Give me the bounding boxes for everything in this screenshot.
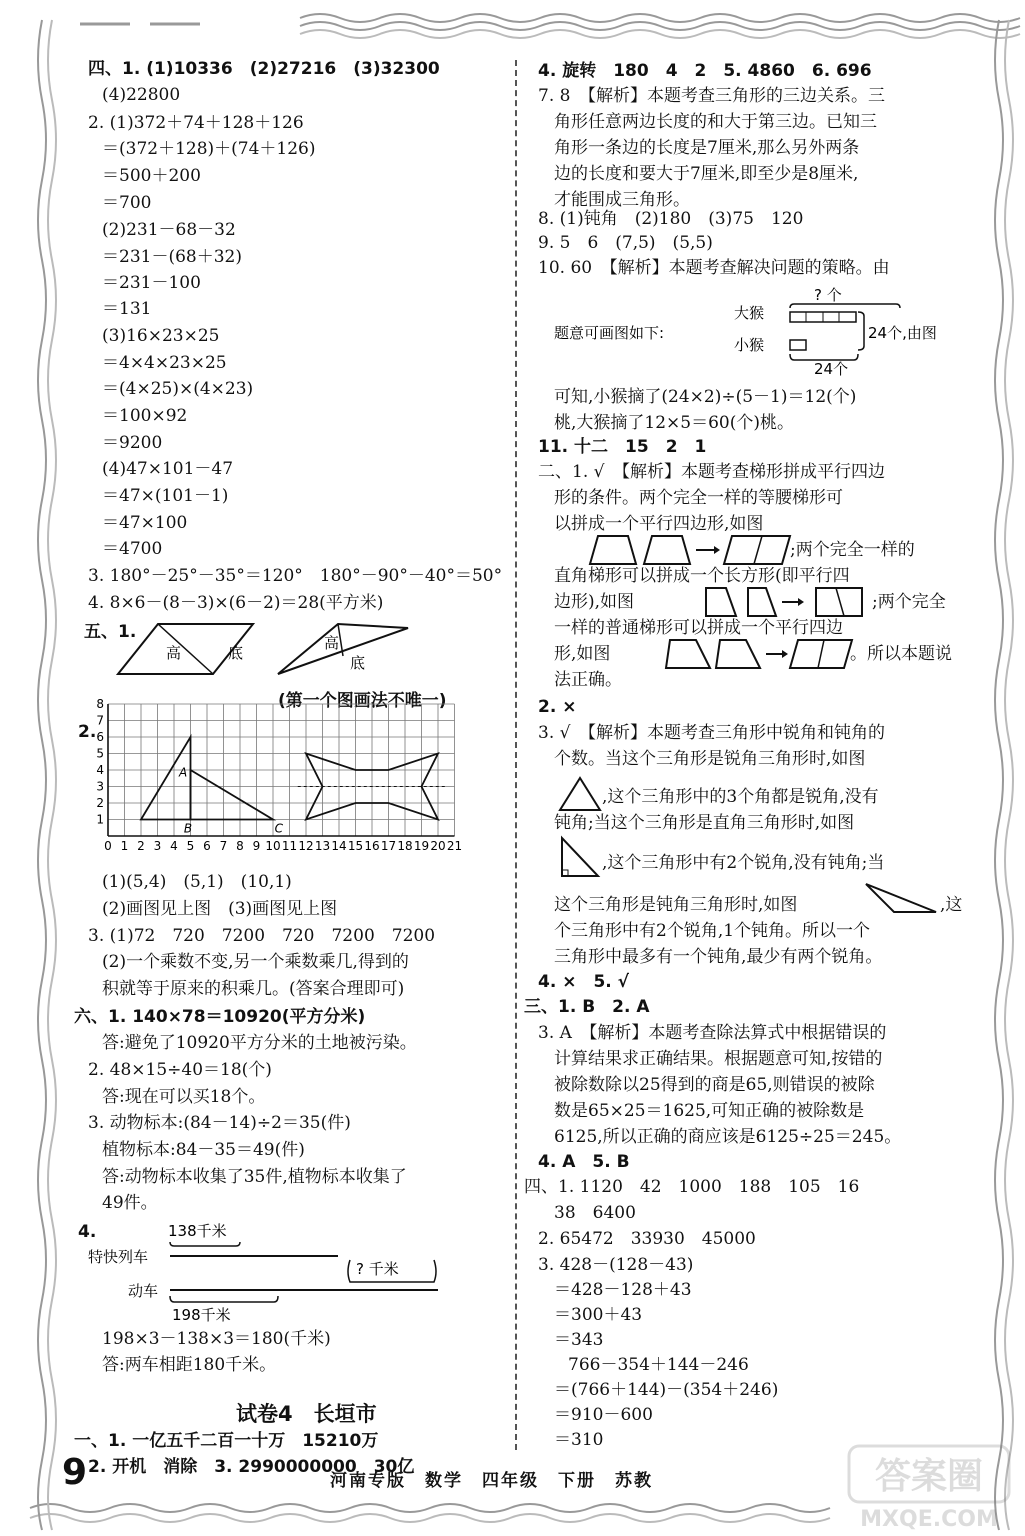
sum-24-label: 24个 <box>814 360 849 378</box>
answer-line: 答:现在可以买18个。 <box>102 1087 266 1107</box>
diff-24-label: 24个,由图 <box>868 324 937 342</box>
answer-line: 2. 开机 消除 3. 2990000000 30亿 <box>88 1457 415 1477</box>
answer-line: 桃,大猴摘了12×5＝60(个)桃。 <box>554 413 794 433</box>
x-tick-label: 17 <box>380 839 397 853</box>
triangle-figure <box>278 624 408 674</box>
answer-line: 2. × <box>538 697 577 717</box>
answer-line: 答:动物标本收集了35件,植物标本收集了 <box>102 1167 407 1187</box>
acute-triangle-figure <box>558 776 602 814</box>
figure-note: (第一个图画法不唯一) <box>278 691 447 711</box>
answer-line: 直角梯形可以拼成一个长方形(即平行四 <box>554 566 850 586</box>
trapezoid-shape <box>644 536 690 564</box>
x-tick-label: 16 <box>364 839 380 853</box>
y-tick-label: 4 <box>96 763 104 777</box>
answer-line: ＝9200 <box>102 433 163 453</box>
point-b-label: B <box>183 821 193 836</box>
x-tick-label: 7 <box>219 839 228 853</box>
point-a-label: A <box>178 765 188 780</box>
answer-line: 一样的普通梯形可以拼成一个平行四边 <box>554 618 843 638</box>
svg-text:答案圈: 答案圈 <box>874 1456 984 1497</box>
answer-line: 10. 60 【解析】本题考查解决问题的策略。由 <box>538 258 890 278</box>
triangle-abc <box>191 770 274 820</box>
answer-line: 形,如图 <box>554 644 611 664</box>
answer-line: 这个三角形是钝角三角形时,如图 <box>554 895 798 915</box>
arrow-head <box>714 546 720 554</box>
y-tick-label: 5 <box>96 746 104 761</box>
small-monkey-bar <box>790 340 806 350</box>
answer-line: 4. 8×6－(8－3)×(6－2)＝28(平方米) <box>88 593 384 613</box>
diagram-intro: 题意可画图如下: <box>554 324 665 342</box>
isosceles-trapezoid-figure <box>590 532 800 568</box>
answer-line: 四、1. 1120 42 1000 188 105 16 <box>524 1177 860 1197</box>
brace <box>170 1242 240 1246</box>
answer-line: ＝343 <box>554 1330 604 1350</box>
split-line <box>836 588 844 616</box>
answer-line: 3. 动物标本:(84－14)÷2＝35(件) <box>88 1113 351 1133</box>
x-tick-label: 10 <box>265 839 281 853</box>
answer-line: 9. 5 6 (7,5) (5,5) <box>538 233 713 253</box>
x-tick-label: 18 <box>397 839 413 853</box>
y-tick-label: 7 <box>96 713 104 728</box>
x-tick-label: 21 <box>446 839 463 853</box>
answer-line: 三角形中最多有一个钝角,最少有两个锐角。 <box>554 947 883 967</box>
answer-line: ＝(372＋128)＋(74＋126) <box>102 139 316 159</box>
answer-line: 钝角;当这个三角形是直角三角形时,如图 <box>554 813 855 833</box>
answer-line: 4. 旋转 180 4 2 5. 4860 6. 696 <box>538 61 872 81</box>
answer-line: 以拼成一个平行四边形,如图 <box>554 514 764 534</box>
y-tick-label: 6 <box>96 730 104 744</box>
answer-line: 四、1. (1)10336 (2)27216 (3)32300 <box>88 59 440 79</box>
x-tick-label: 12 <box>298 839 314 853</box>
height-label: 高 <box>324 634 340 652</box>
answer-line: ＝100×92 <box>102 406 188 426</box>
answer-line: (2)231－68－32 <box>102 220 236 240</box>
column-divider <box>515 60 517 1450</box>
height-label: 高 <box>166 644 182 662</box>
answer-line: (3)16×23×25 <box>102 326 220 346</box>
right-border <box>985 0 1025 1536</box>
question-label: 4. <box>78 1222 97 1242</box>
answer-line: 个数。当这个三角形是锐角三角形时,如图 <box>554 749 866 769</box>
answer-line: 3. √ 【解析】本题考查三角形中锐角和钝角的 <box>538 723 885 743</box>
trapezoid-shape <box>716 640 760 668</box>
answer-line: 答:两车相距180千米。 <box>102 1355 277 1375</box>
parallelogram-shape <box>724 536 790 564</box>
answer-line: 数是65×25＝1625,可知正确的被除数是 <box>554 1101 865 1121</box>
answer-line: ＝(766＋144)－(354＋246) <box>554 1380 779 1400</box>
answer-line: 形的条件。两个完全一样的等腰梯形可 <box>554 488 843 508</box>
answer-line: (2)画图见上图 (3)画图见上图 <box>102 899 338 919</box>
distance-138: 138千米 <box>168 1222 227 1240</box>
answer-line: 49件。 <box>102 1193 158 1213</box>
answer-line: (1)(5,4) (5,1) (10,1) <box>102 872 292 892</box>
trapezoid-shape <box>748 588 776 616</box>
train-emu-label: 动车 <box>128 1282 159 1300</box>
train-diagram <box>88 1216 508 1326</box>
exam-title: 试卷4 长垣市 <box>236 1402 377 1426</box>
answer-line: ＝910－600 <box>554 1405 653 1425</box>
answer-line: 植物标本:84－35＝49(件) <box>102 1140 305 1160</box>
answer-line: 6125,所以正确的商应该是6125÷25＝245。 <box>554 1127 902 1147</box>
x-tick-label: 8 <box>236 839 244 853</box>
x-tick-label: 5 <box>186 839 195 853</box>
brace <box>170 1296 278 1302</box>
answer-line: 2. 48×15÷40＝18(个) <box>88 1060 272 1080</box>
answer-line: 7. 8 【解析】本题考查三角形的三边关系。三 <box>538 86 885 106</box>
answer-line: ,这个三角形中有2个锐角,没有钝角;当 <box>602 853 885 873</box>
footer-info: 河南专版 数学 四年级 下册 苏教 <box>330 1471 653 1491</box>
trapezoid-shape <box>666 640 710 668</box>
train-express-label: 特快列车 <box>88 1248 149 1266</box>
answer-line: ＝4×4×23×25 <box>102 353 227 373</box>
answer-line: ＝428－128＋43 <box>554 1280 692 1300</box>
x-tick-label: 13 <box>314 839 331 853</box>
answer-line: (4)47×101－47 <box>102 459 234 479</box>
answer-line: ＝300＋43 <box>554 1305 643 1325</box>
answer-line: 8. (1)钝角 (2)180 (3)75 120 <box>538 209 804 229</box>
answer-line: 边的长度和要大于7厘米,即至少是8厘米, <box>554 164 859 184</box>
answer-line: 才能围成三角形。 <box>554 190 690 210</box>
arrow-head <box>798 598 804 606</box>
answer-line: 2. 65472 33930 45000 <box>538 1229 756 1249</box>
question-label: 2. <box>78 722 97 742</box>
distance-198: 198千米 <box>172 1306 231 1324</box>
trapezoid-shape <box>706 588 736 616</box>
answer-line: ,这个三角形中的3个角都是锐角,没有 <box>602 787 879 807</box>
general-trapezoid-figure <box>666 636 856 672</box>
answer-line: 198×3－138×3＝180(千米) <box>102 1329 331 1349</box>
distance-unknown: ? 千米 <box>356 1260 399 1278</box>
y-tick-label: 2 <box>96 796 104 810</box>
x-tick-label: 6 <box>203 839 211 853</box>
answer-line: 计算结果求正确结果。根据题意可知,按错的 <box>554 1049 883 1069</box>
x-tick-label: 9 <box>252 839 261 853</box>
right-triangle-figure <box>558 836 602 880</box>
brace <box>858 312 864 350</box>
answer-line: 一、1. 一亿五千二百一十万 15210万 <box>74 1431 379 1451</box>
small-monkey-label: 小猴 <box>734 336 765 354</box>
split-line <box>754 536 762 564</box>
answer-line: 二、1. √ 【解析】本题考查梯形拼成平行四边 <box>538 462 885 482</box>
x-tick-label: 2 <box>137 839 145 853</box>
answer-line: ;两个完全 <box>872 592 946 612</box>
answer-line: 766－354＋144－246 <box>568 1355 749 1375</box>
answer-line: (2)一个乘数不变,另一个乘数乘几,得到的 <box>102 952 409 972</box>
answer-line: ＝310 <box>554 1430 604 1450</box>
answer-line: 。所以本题说 <box>850 644 952 664</box>
rectangle-shape <box>816 588 862 616</box>
answer-line: ＝700 <box>102 193 152 213</box>
page-number: 9 <box>62 1452 88 1493</box>
monkey-diagram <box>538 284 968 376</box>
answer-line: 11. 十二 15 2 1 <box>538 437 707 457</box>
x-tick-label: 3 <box>153 839 162 853</box>
answer-line: ＝231－(68＋32) <box>102 247 242 267</box>
y-tick-label: 3 <box>96 779 104 794</box>
answer-line: (4)22800 <box>102 85 181 105</box>
answer-line: 3. 428－(128－43) <box>538 1255 694 1275</box>
watermark-logo <box>845 1440 1015 1532</box>
point-c-label: C <box>274 821 284 836</box>
x-tick-label: 0 <box>104 839 112 853</box>
answer-line: ,这 <box>940 895 963 915</box>
top-border <box>0 6 1021 46</box>
answer-line: 答:避免了10920平方分米的土地被污染。 <box>102 1033 417 1053</box>
arrow-head <box>782 650 788 658</box>
answer-line: 边形),如图 <box>554 592 635 612</box>
x-tick-label: 20 <box>430 839 446 853</box>
split-line <box>818 640 824 668</box>
answer-line: ＝4700 <box>102 539 163 559</box>
answer-line: 可知,小猴摘了(24×2)÷(5－1)＝12(个) <box>554 387 857 407</box>
trapezoid-shape <box>590 536 636 564</box>
answer-line: 三、1. B 2. A <box>524 997 650 1017</box>
base-label: 底 <box>350 654 366 672</box>
left-border <box>28 0 68 1536</box>
answer-line: ;两个完全一样的 <box>790 540 915 560</box>
base-label: 底 <box>228 644 244 662</box>
right-trapezoid-figure <box>704 584 874 620</box>
answer-line: 被除数除以25得到的商是65,则错误的被除 <box>554 1075 875 1095</box>
triangle-shape <box>866 884 936 912</box>
x-tick-label: 14 <box>331 839 347 853</box>
section-label: 五、1. <box>84 622 137 642</box>
answer-line: ＝500＋200 <box>102 166 201 186</box>
triangle-shape <box>560 778 600 810</box>
answer-line: 4. × 5. √ <box>538 972 629 992</box>
x-tick-label: 11 <box>281 839 298 853</box>
brace <box>790 304 900 308</box>
answer-line: 六、1. 140×78＝10920(平方分米) <box>74 1007 366 1027</box>
x-tick-label: 19 <box>413 839 430 853</box>
answer-line: ＝231－100 <box>102 273 201 293</box>
big-monkey-label: 大猴 <box>734 304 765 322</box>
answer-line: 4. A 5. B <box>538 1152 630 1172</box>
answer-line: ＝(4×25)×(4×23) <box>102 379 254 399</box>
answer-line: 积就等于原来的积乘几。(答案合理即可) <box>102 979 405 999</box>
y-tick-label: 8 <box>96 697 104 711</box>
answer-line: 2. (1)372＋74＋128＋126 <box>88 113 304 133</box>
answer-line: 角形一条边的长度是7厘米,那么另外两条 <box>554 138 860 158</box>
answer-line: 3. A 【解析】本题考查除法算式中根据错误的 <box>538 1023 887 1043</box>
answer-line: 角形任意两边长度的和大于第三边。已知三 <box>554 112 877 132</box>
answer-line: ＝47×100 <box>102 513 188 533</box>
obtuse-triangle-figure <box>864 882 940 916</box>
answer-line: 3. 180°－25°－35°＝120° 180°－90°－40°＝50° <box>88 566 503 586</box>
answer-line: ＝131 <box>102 299 152 319</box>
y-tick-label: 1 <box>96 812 104 827</box>
unknown-count: ? 个 <box>814 286 842 304</box>
svg-text:MXQE.COM: MXQE.COM <box>860 1507 998 1532</box>
x-tick-label: 4 <box>170 839 178 853</box>
answer-line: ＝47×(101－1) <box>102 486 229 506</box>
answer-line: 个三角形中有2个锐角,1个钝角。所以一个 <box>554 921 871 941</box>
answer-line: 3. (1)72 720 7200 720 7200 7200 <box>88 926 436 946</box>
answer-line: 38 6400 <box>554 1203 636 1223</box>
x-tick-label: 15 <box>347 839 364 853</box>
answer-line: 法正确。 <box>554 670 622 690</box>
x-tick-label: 1 <box>120 839 129 853</box>
height-figures <box>118 616 418 686</box>
